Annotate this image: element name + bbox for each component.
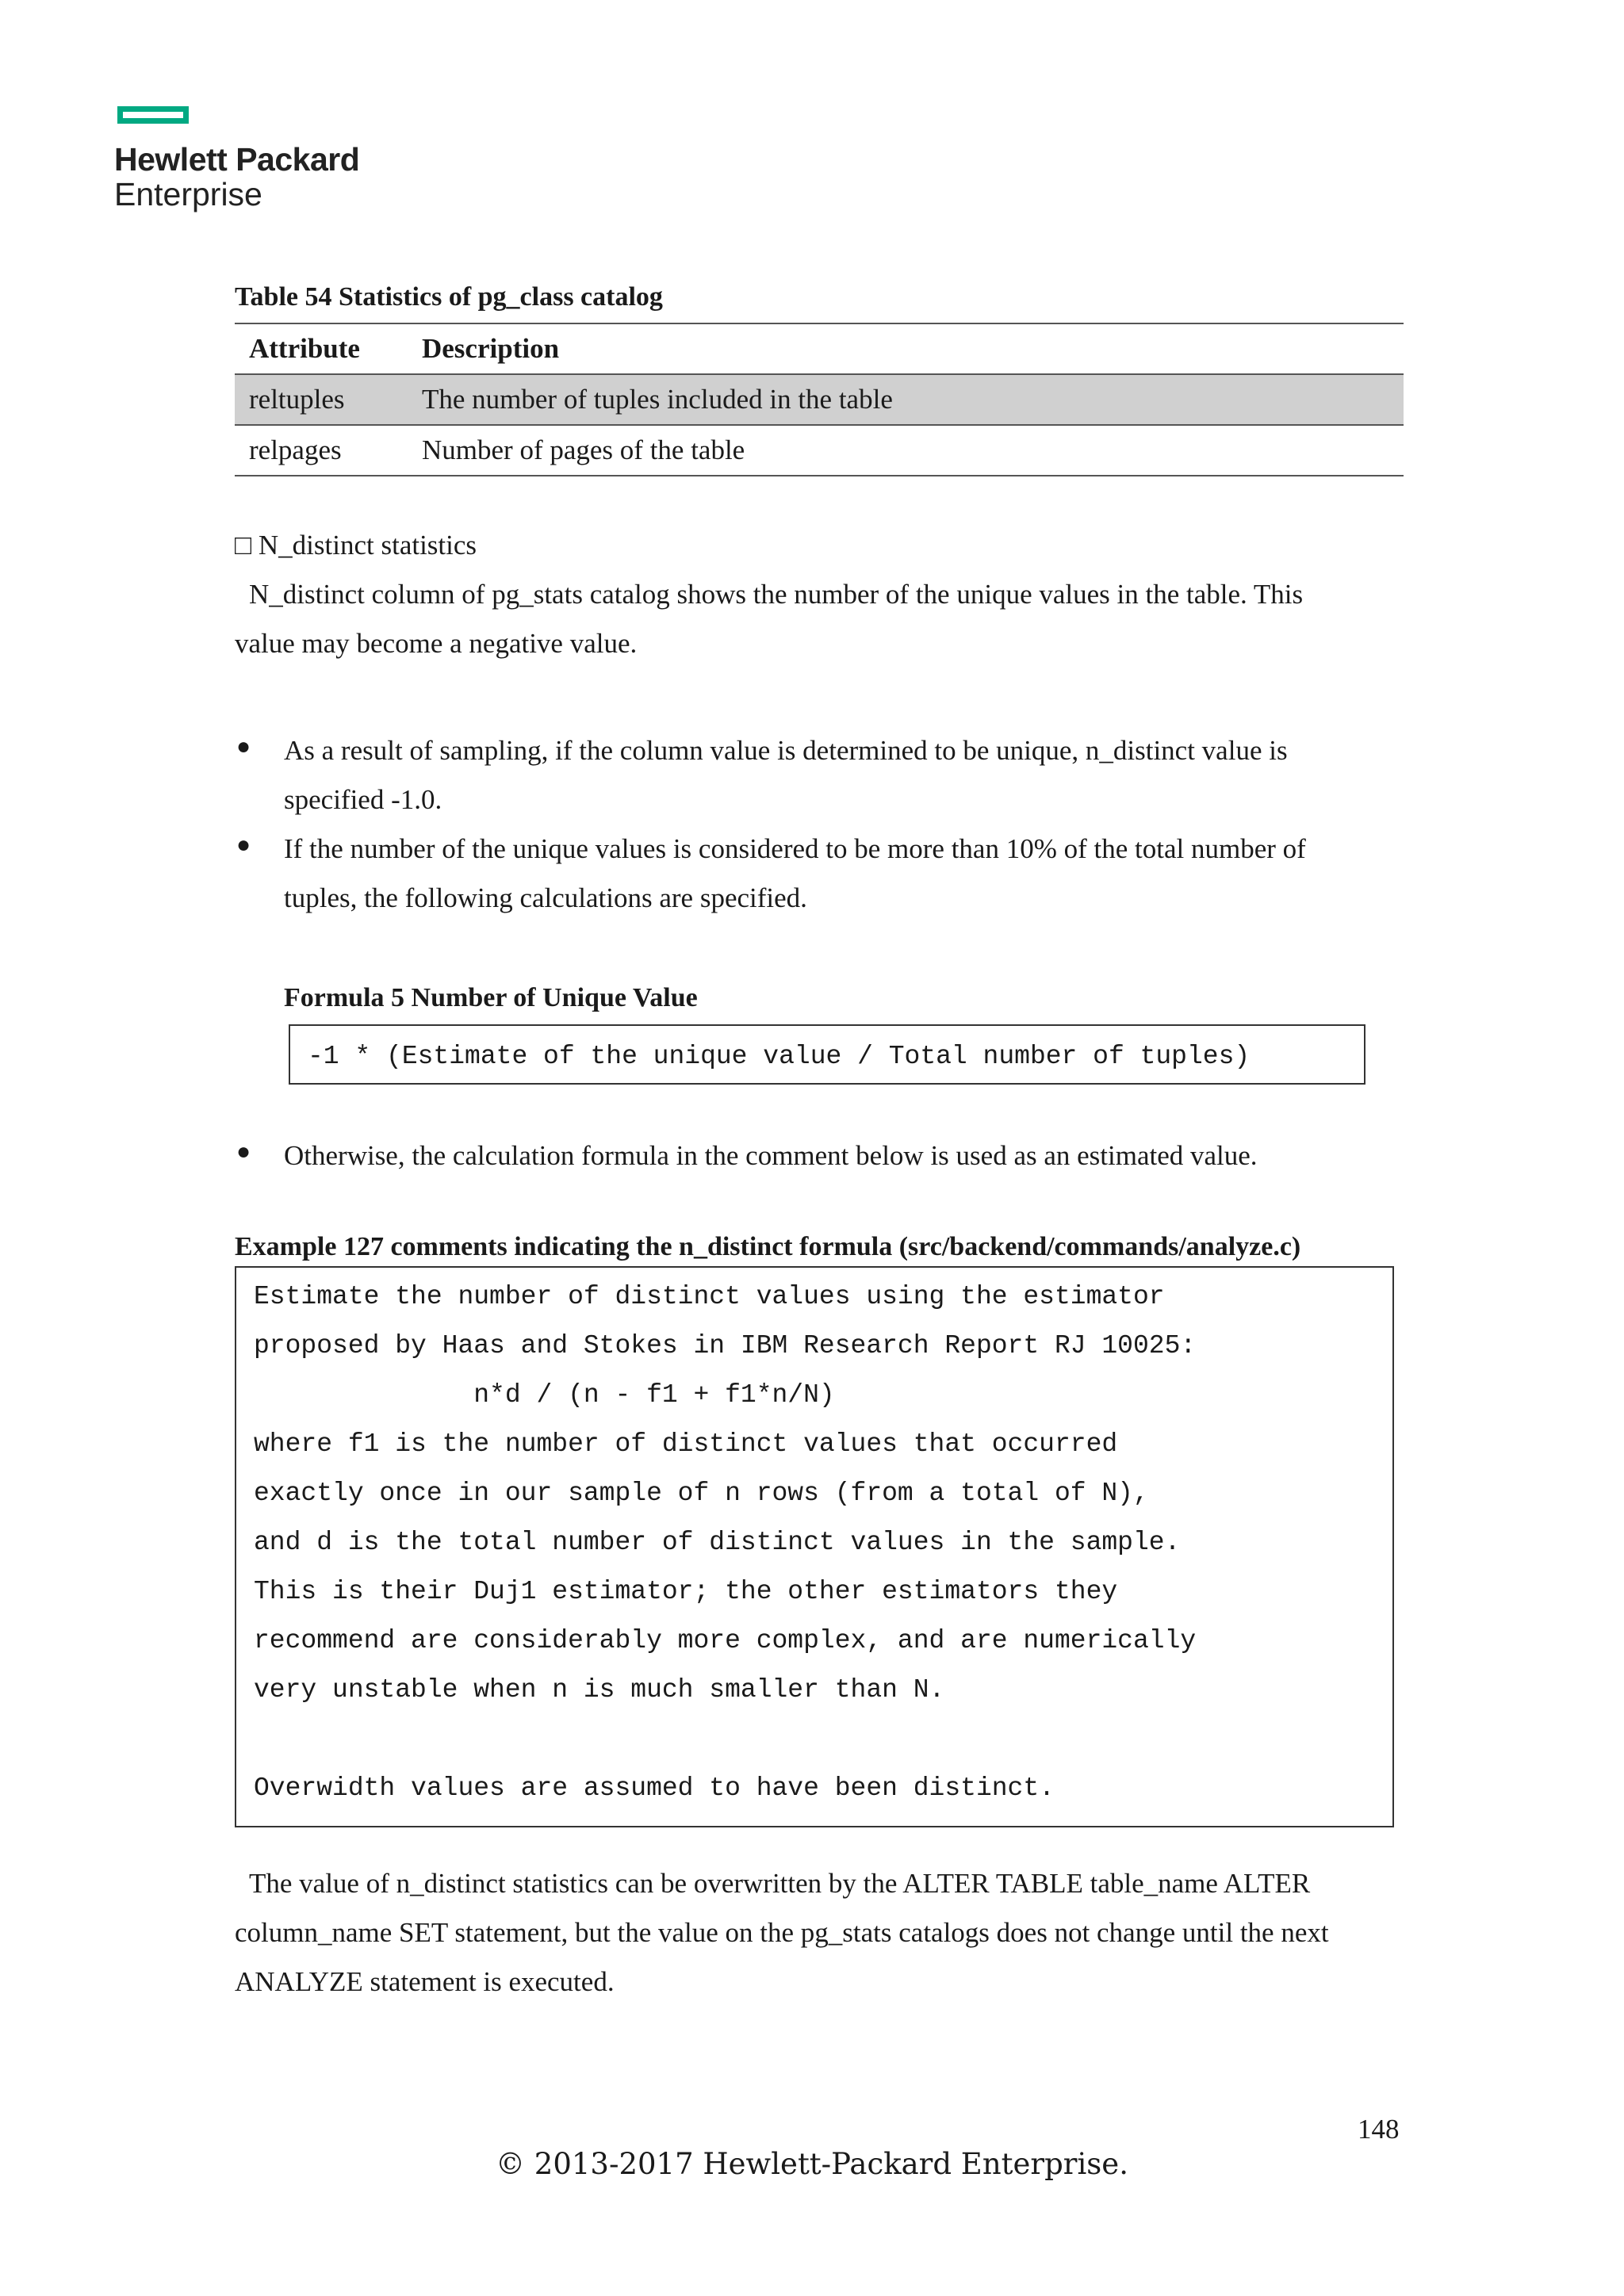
table-cell: relpages <box>235 425 408 476</box>
table-caption: Table 54 Statistics of pg_class catalog <box>235 282 663 312</box>
copyright-footer: © 2013-2017 Hewlett-Packard Enterprise. <box>496 2147 1128 2181</box>
code-line: This is their Duj1 estimator; the other estimators they <box>254 1577 1118 1606</box>
code-line: proposed by Haas and Stokes in IBM Research Report RJ 10025: <box>254 1331 1197 1360</box>
table-cell: reltuples <box>235 374 408 425</box>
table-row <box>235 374 1404 425</box>
intro-line: value may become a negative value. <box>235 628 638 659</box>
code-line: Estimate the number of distinct values using the estimator <box>254 1282 1165 1311</box>
table-cell: Number of pages of the table <box>408 425 1404 476</box>
bullet-text: If the number of the unique values is considered to be more than 10% of the total number of <box>284 833 1306 864</box>
code-line: exactly once in our sample of n rows (from a total of N), <box>254 1479 1149 1508</box>
bullet-text: As a result of sampling, if the column value is determined to be unique, n_distinct value is <box>284 735 1288 766</box>
bullet-text: specified -1.0. <box>284 784 442 815</box>
code-line: Overwidth values are assumed to have been distinct. <box>254 1774 1055 1803</box>
table-header-row <box>235 323 1404 374</box>
bullet-marker: ● <box>236 832 251 858</box>
bullet-marker: ● <box>236 1138 251 1165</box>
page-number: 148 <box>1358 2114 1400 2145</box>
bullet-text: Otherwise, the calculation formula in the comment below is used as an estimated value. <box>284 1140 1258 1171</box>
closing-line: The value of n_distinct statistics can be overwritten by the ALTER TABLE table_name ALTER <box>249 1868 1311 1899</box>
code-line: n*d / (n - f1 + f1*n/N) <box>254 1380 835 1410</box>
table-header-cell: Description <box>408 323 1404 374</box>
code-block <box>235 1266 1394 1827</box>
closing-line: column_name SET statement, but the value on the pg_stats catalogs does not change until the next <box>235 1917 1329 1948</box>
formula-caption: Formula 5 Number of Unique Value <box>284 983 698 1012</box>
closing-line: ANALYZE statement is executed. <box>235 1966 615 1997</box>
code-line: where f1 is the number of distinct values that occurred <box>254 1429 1118 1459</box>
formula-box <box>289 1024 1365 1085</box>
formula-text: -1 * (Estimate of the unique value / Total number of tuples) <box>308 1042 1251 1071</box>
code-line: and d is the total number of distinct values in the sample. <box>254 1528 1181 1557</box>
code-line: very unstable when n is much smaller than N. <box>254 1675 945 1705</box>
table-header-cell: Attribute <box>235 323 408 374</box>
code-line: recommend are considerably more complex, and are numerically <box>254 1626 1197 1655</box>
logo-text-line1: Hewlett Packard <box>114 141 360 178</box>
logo-mark <box>117 106 189 124</box>
statistics-table <box>235 323 1404 476</box>
table-cell: The number of tuples included in the table <box>408 374 1404 425</box>
bullet-text: tuples, the following calculations are specified. <box>284 882 807 913</box>
section-heading: □ N_distinct statistics <box>235 530 477 561</box>
table-row <box>235 425 1404 476</box>
logo-text-line2: Enterprise <box>114 176 262 212</box>
intro-line: N_distinct column of pg_stats catalog shows the number of the unique values in the table. This <box>249 579 1304 610</box>
bullet-marker: ● <box>236 733 251 760</box>
example-caption: Example 127 comments indicating the n_distinct formula (src/backend/commands/analyze.c) <box>235 1232 1301 1261</box>
